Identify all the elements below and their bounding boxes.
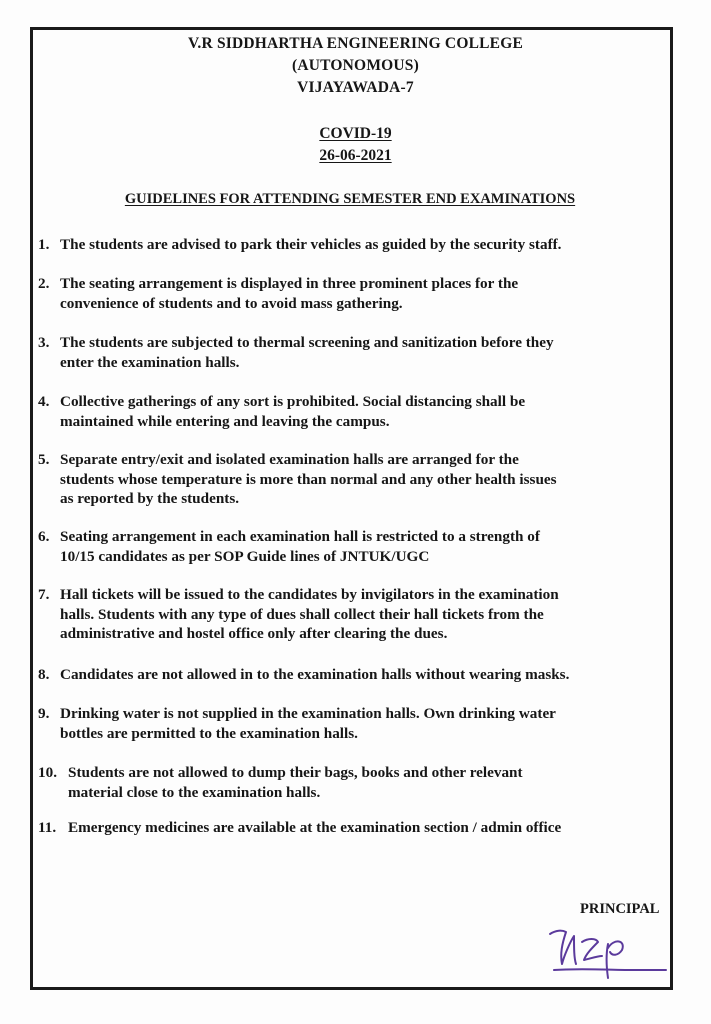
college-header bbox=[0, 33, 711, 99]
guideline-item-8 bbox=[38, 665, 665, 685]
guideline-item-7 bbox=[38, 585, 665, 644]
item-number: 3. bbox=[38, 334, 50, 351]
item-number: 4. bbox=[38, 393, 50, 410]
page-border bbox=[30, 27, 673, 990]
guidelines-title: GUIDELINES FOR ATTENDING SEMESTER END EXAMINATIONS bbox=[124, 191, 576, 207]
item-line: material close to the examination halls. bbox=[68, 783, 321, 801]
guideline-item-6 bbox=[38, 527, 665, 566]
item-number: 6. bbox=[38, 528, 50, 545]
item-number: 2. bbox=[38, 275, 50, 292]
item-line: Seating arrangement in each examination hall is restricted to a strength of bbox=[60, 528, 540, 545]
notice-heading bbox=[0, 123, 711, 167]
guideline-item-11 bbox=[38, 818, 665, 838]
item-line: Students are not allowed to dump their bags, books and other relevant bbox=[68, 764, 523, 781]
autonomous-label: (AUTONOMOUS) bbox=[292, 57, 419, 74]
item-number: 10. bbox=[38, 764, 57, 781]
city-label: VIJAYAWADA-7 bbox=[297, 79, 414, 96]
guideline-item-4 bbox=[38, 392, 665, 431]
item-number: 1. bbox=[38, 236, 50, 253]
item-line: halls. Students with any type of dues shall collect their hall tickets from the bbox=[60, 605, 544, 623]
signatory-title: PRINCIPAL bbox=[580, 901, 660, 917]
item-line: The students are subjected to thermal screening and sanitization before they bbox=[60, 334, 554, 351]
item-line: 10/15 candidates as per SOP Guide lines of JNTUK/UGC bbox=[60, 547, 430, 565]
guideline-item-1 bbox=[38, 235, 665, 255]
item-line: students whose temperature is more than normal and any other health issues bbox=[60, 470, 557, 488]
item-line: The students are advised to park their vehicles as guided by the security staff. bbox=[60, 236, 562, 253]
college-name: V.R SIDDHARTHA ENGINEERING COLLEGE bbox=[188, 35, 523, 52]
item-line: maintained while entering and leaving the campus. bbox=[60, 412, 390, 430]
item-number: 11. bbox=[38, 819, 57, 836]
item-number: 9. bbox=[38, 705, 50, 722]
item-number: 7. bbox=[38, 586, 50, 603]
item-number: 5. bbox=[38, 451, 50, 468]
item-line: Hall tickets will be issued to the candidates by invigilators in the examination bbox=[60, 586, 559, 603]
guideline-item-10 bbox=[38, 763, 665, 802]
item-line: The seating arrangement is displayed in three prominent places for the bbox=[60, 275, 519, 292]
item-line: Emergency medicines are available at the examination section / admin office bbox=[68, 819, 562, 836]
item-line: convenience of students and to avoid mass gathering. bbox=[60, 294, 403, 312]
guideline-item-9 bbox=[38, 704, 665, 743]
item-line: Candidates are not allowed in to the examination halls without wearing masks. bbox=[60, 666, 570, 683]
topic-label: COVID-19 bbox=[319, 125, 392, 142]
item-number: 8. bbox=[38, 666, 50, 683]
item-line: administrative and hostel office only after clearing the dues. bbox=[60, 625, 448, 642]
item-line: as reported by the students. bbox=[60, 490, 240, 507]
item-line: Separate entry/exit and isolated examination halls are arranged for the bbox=[60, 451, 519, 468]
principal-signature bbox=[540, 920, 670, 982]
guideline-item-3 bbox=[38, 333, 665, 372]
item-line: enter the examination halls. bbox=[60, 353, 240, 371]
guideline-item-5 bbox=[38, 450, 665, 509]
notice-date: 26-06-2021 bbox=[319, 147, 392, 164]
item-line: Collective gatherings of any sort is prohibited. Social distancing shall be bbox=[60, 393, 526, 410]
item-line: Drinking water is not supplied in the examination halls. Own drinking water bbox=[60, 705, 556, 722]
guideline-item-2 bbox=[38, 274, 665, 313]
item-line: bottles are permitted to the examination halls. bbox=[60, 724, 358, 742]
